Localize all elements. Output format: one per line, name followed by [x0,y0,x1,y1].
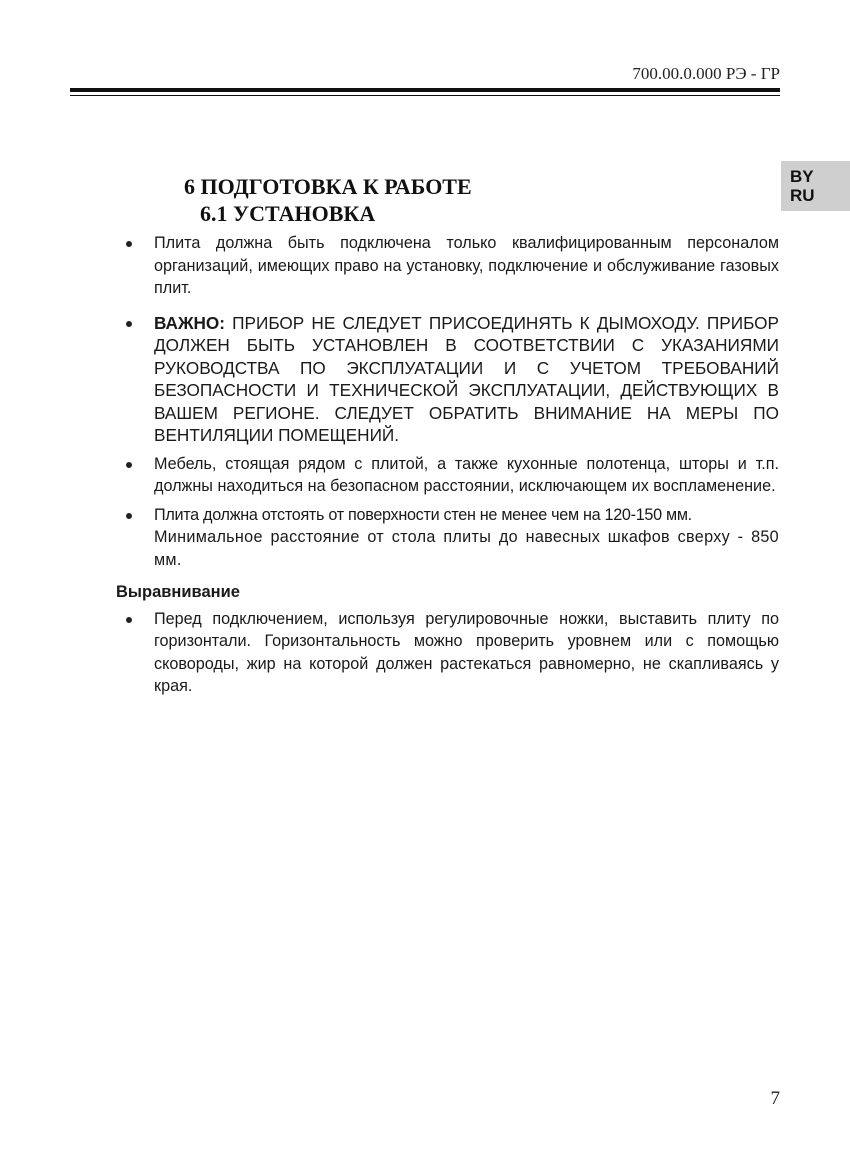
header-rule-thin [70,95,780,96]
header-rule-thick [70,88,780,92]
list-item-text: Плита должна отстоять от поверхности стен не менее чем на 120-150 мм. [154,505,692,524]
section-title [184,173,472,227]
page-number: 7 [770,1088,780,1109]
list-item-important [116,312,779,447]
leveling-heading: Выравнивание [116,583,240,601]
document-code: 700.00.0.000 РЭ - ГР [632,64,780,83]
list-item-text: ПРИБОР НЕ СЛЕДУЕТ ПРИСОЕДИНЯТЬ К ДЫМОХОДУ. ПРИБОР ДОЛЖЕН БЫТЬ УСТАНОВЛЕН В СООТВЕТСТВИИ С УКАЗАНИЯМИ РУКОВОДСТВА ПО ЭКСПЛУАТАЦИИ И С УЧЕТОМ ТРЕБОВАНИЙ БЕЗОПАСНОСТИ И ТЕХНИЧЕСКОЙ ЭКСПЛУАТАЦИИ, ДЕЙСТВУЮЩИХ В ВАШЕМ РЕГИОНЕ. СЛЕДУЕТ ОБРАТИТЬ ВНИМАНИЕ НА МЕРЫ ПО ВЕНТИЛЯЦИИ ПОМЕЩЕНИЙ. [154,312,779,445]
language-tab [781,161,850,211]
list-item [116,453,779,498]
list-item-text-continued: Минимальное расстояние от стола плиты до навесных шкафов сверху - 850 мм. [154,528,779,569]
list-item-text: Перед подключением, используя регулировочные ножки, выставить плиту по горизонтали. Горизонтальность можно проверить уровнем или с помощью сковороды, жир на которой должен растекаться равномерно, не скапливаясь у края. [154,609,779,695]
list-item [116,232,779,300]
section-title-sub: 6.1 УСТАНОВКА [200,201,376,226]
language-tab-by: BY [790,167,814,186]
page-content [116,232,779,698]
list-item [116,608,779,698]
list-item-text: Мебель, стоящая рядом с плитой, а также кухонные полотенца, шторы и т.п. должны находиться на безопасном расстоянии, исключающем их воспламенение. [154,454,779,495]
list-item [116,504,779,572]
section-title-main: 6 ПОДГОТОВКА К РАБОТЕ [184,174,472,199]
language-tab-ru: RU [790,186,815,205]
important-lead: ВАЖНО: [154,312,226,333]
list-item-text: Плита должна быть подключена только квалифицированным персоналом организаций, имеющих право на установку, подключение и обслуживание газовых плит. [154,234,779,297]
